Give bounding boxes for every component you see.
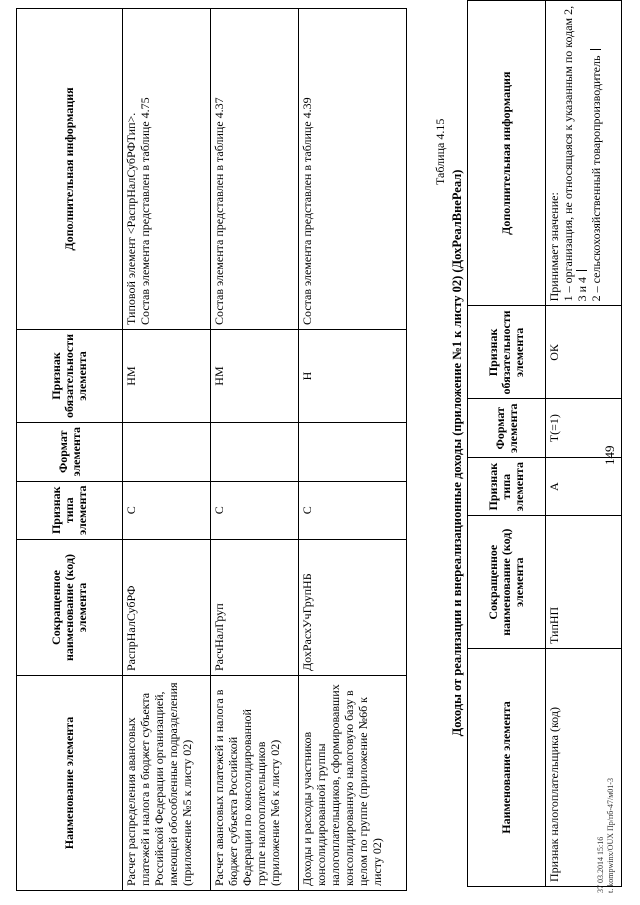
cell-code: ТипНП [546,516,622,649]
table-row [123,8,211,890]
header-format: Формат элемента [17,423,123,481]
header-type: Признак типа элемента [17,481,123,539]
header-required: Признак обязательности элемента [468,306,546,399]
page-number: 149 [602,445,617,465]
side-note-line: 37 03.2014 15:16 [596,836,605,893]
info-line: Принимает значение: [547,192,561,302]
table-row [299,8,407,890]
cell-code: ДохРасхУчГрупНБ [299,540,407,676]
cell-code: РаспрНалСубРФ [123,540,211,676]
margin-bar [576,270,587,271]
table-4-15 [467,0,622,887]
header-code: Сокращенное наименование (код) элемента [17,540,123,676]
info-line [589,5,603,301]
side-note [596,778,616,893]
cell-name: Расчет распределения авансовых платежей и налога в бюджет субъекта Российской Федерации организацией, имеющей обособленные подразделения (приложение №5 к листу 02) [123,676,211,891]
cell-type: С [123,481,211,539]
header-type: Признак типа элемента [468,457,546,515]
header-name: Наименование элемента [468,648,546,886]
info-line: Состав элемента представлен в таблице 4.75 [138,97,152,325]
cell-required: НМ [123,329,211,422]
cell-name: Доходы и расходы участников консолидированной группы налогоплательщиков, сформировавших консолидированную налоговую базу в целом по группе (приложение №6б к листу 02) [299,676,407,891]
table-header-row [17,8,123,890]
table-4-14-continuation [16,8,407,891]
cell-name: Признак налогоплательщика (код) [546,648,622,886]
cell-info [211,8,299,329]
cell-name: Расчет авансовых платежей и налога в бюджет субъекта Российской Федерации по консолидированной группе налогоплательщиков (приложение №6 к листу 02) [211,676,299,891]
table-row [546,1,622,887]
table-header-row [468,1,546,887]
header-info: Дополнительная информация [17,8,123,329]
info-line [561,5,589,301]
margin-bar [590,49,601,50]
cell-required: Н [299,329,407,422]
table-row [211,8,299,890]
cell-info [299,8,407,329]
header-format: Формат элемента [468,399,546,457]
info-line: Состав элемента представлен в таблице 4.37 [212,97,226,325]
cell-format [211,423,299,481]
cell-type: С [211,481,299,539]
info-line: Состав элемента представлен в таблице 4.39 [300,97,314,325]
cell-type: А [546,457,622,515]
header-info: Дополнительная информация [468,1,546,306]
table-title: Доходы от реализации и внереализационные доходы (приложение №1 к листу 02) (ДохРеалВнеРеал) [450,169,464,737]
cell-format: Т(=1) [546,399,622,457]
table-number: Таблица 4.15 [433,118,447,185]
cell-required: ОК [546,306,622,399]
header-required: Признак обязательности элемента [17,329,123,422]
header-name: Наименование элемента [17,676,123,891]
cell-code: РасчНалГруп [211,540,299,676]
cell-required: НМ [211,329,299,422]
cell-type: С [299,481,407,539]
info-text: 2 – сельскохозяйственный товаропроизводитель [589,55,603,302]
cell-info [546,1,622,306]
side-note-line: t. kompwinx/OUX Пр/пб-47/м01-3 [606,778,615,893]
info-line: Типовой элемент <РаспрНалСубРФТип>. [124,112,138,325]
header-code: Сокращенное наименование (код) элемента [468,516,546,649]
cell-format [123,423,211,481]
cell-format [299,423,407,481]
cell-info [123,8,211,329]
info-text: 1 – организация, не относящаяся к указанным по кодам 2, 3 и 4 [561,5,589,302]
